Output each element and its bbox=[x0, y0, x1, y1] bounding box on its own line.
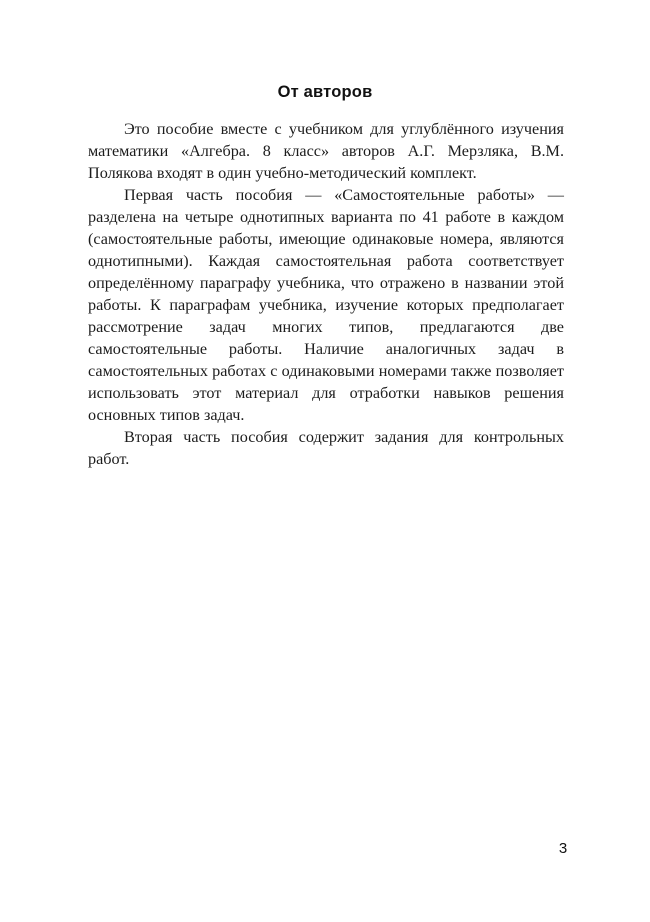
paragraph-1: Это пособие вместе с учебником для углублённого изучения математики «Алгебра. 8 класс» авторов А.Г. Мерзляка, В.М. Полякова входят в один учебно-методический комплект. bbox=[88, 120, 564, 182]
paragraph-3: Вторая часть пособия содержит задания для контрольных работ. bbox=[88, 428, 564, 468]
page-title: От авторов bbox=[277, 83, 373, 101]
body-text-block bbox=[88, 118, 564, 470]
page-number: 3 bbox=[558, 840, 568, 857]
paragraph-2: Первая часть пособия — «Самостоятельные работы» — разделена на четыре однотипных варианта по 41 работе в каждом (самостоятельные работы, имеющие одинаковые номера, являются однотипными). Каждая самостоятельная работа соответствует определённому параграфу учебника, что отражено в названии этой работы. К параграфам учебника, изучение которых предполагает рассмотрение задач многих типов, предлагаются две самостоятельные работы. Наличие аналогичных задач в самостоятельных работах с одинаковыми номерами также позволяет использовать этот материал для отработки навыков решения основных типов задач. bbox=[88, 186, 564, 424]
